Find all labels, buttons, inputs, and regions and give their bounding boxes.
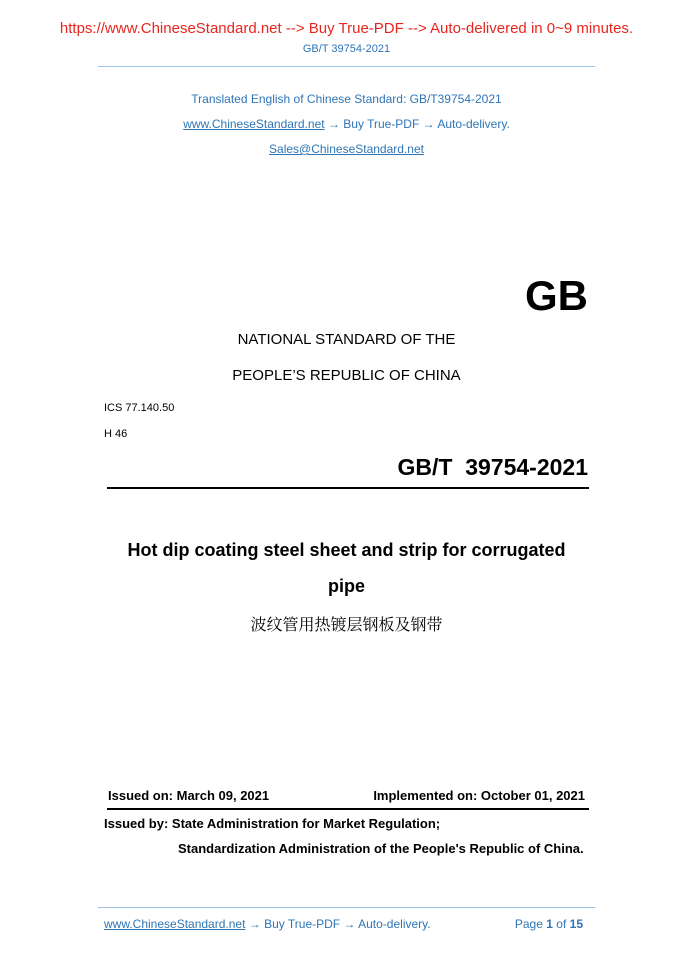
- ics-code: ICS 77.140.50: [104, 402, 175, 414]
- issued-by-authority-2: Standardization Administration of the People's Republic of China.: [178, 841, 584, 856]
- h-code: H 46: [104, 428, 128, 440]
- page-label: Page: [514, 917, 543, 931]
- title-en-line-1: Hot dip coating steel sheet and strip for corrugated: [127, 540, 566, 560]
- footer-chinesestandard-link[interactable]: www.ChineseStandard.net: [104, 917, 246, 931]
- sales-email-line: [0, 142, 693, 156]
- gb-mark: GB: [525, 272, 588, 319]
- national-standard-line-2: PEOPLE’S REPUBLIC OF CHINA: [232, 367, 461, 384]
- footer-divider: [98, 907, 595, 908]
- sales-email-link[interactable]: Sales@ChineseStandard.net: [269, 142, 424, 156]
- footer-link-line: [104, 917, 431, 931]
- issued-rule: [107, 808, 589, 810]
- national-standard-line-1: NATIONAL STANDARD OF THE: [237, 331, 456, 348]
- page-indicator: [515, 917, 583, 931]
- chinesestandard-link[interactable]: www.ChineseStandard.net: [183, 117, 325, 131]
- title-cn: 波纹管用热镀层钢板及钢带: [250, 615, 443, 634]
- top-banner[interactable]: https://www.ChineseStandard.net --> Buy True-PDF --> Auto-delivered in 0~9 minutes.: [59, 20, 634, 37]
- issued-by-line: [104, 816, 440, 831]
- header-divider: [98, 66, 595, 67]
- page-of-label: of: [556, 917, 567, 931]
- issued-on: Issued on: March 09, 2021: [108, 788, 270, 803]
- translation-note-link-line: [0, 117, 693, 131]
- standard-number-rule: [107, 487, 589, 489]
- translation-note-rest: → Buy True-PDF → Auto-delivery.: [327, 117, 510, 131]
- title-en-line-2: pipe: [327, 576, 365, 596]
- page-total: 15: [569, 917, 583, 931]
- issued-by-authority-1: State Administration for Market Regulation;: [171, 816, 441, 831]
- footer-link-rest: → Buy True-PDF → Auto-delivery.: [248, 917, 431, 931]
- implemented-on: Implemented on: October 01, 2021: [373, 788, 585, 803]
- header-doc-code: GB/T 39754-2021: [302, 43, 391, 55]
- issued-by-label: Issued by:: [104, 816, 169, 831]
- translation-note-line: Translated English of Chinese Standard: GB/T39754-2021: [191, 92, 502, 106]
- standard-number: GB/T 39754-2021: [397, 454, 588, 480]
- page-number: 1: [546, 917, 553, 931]
